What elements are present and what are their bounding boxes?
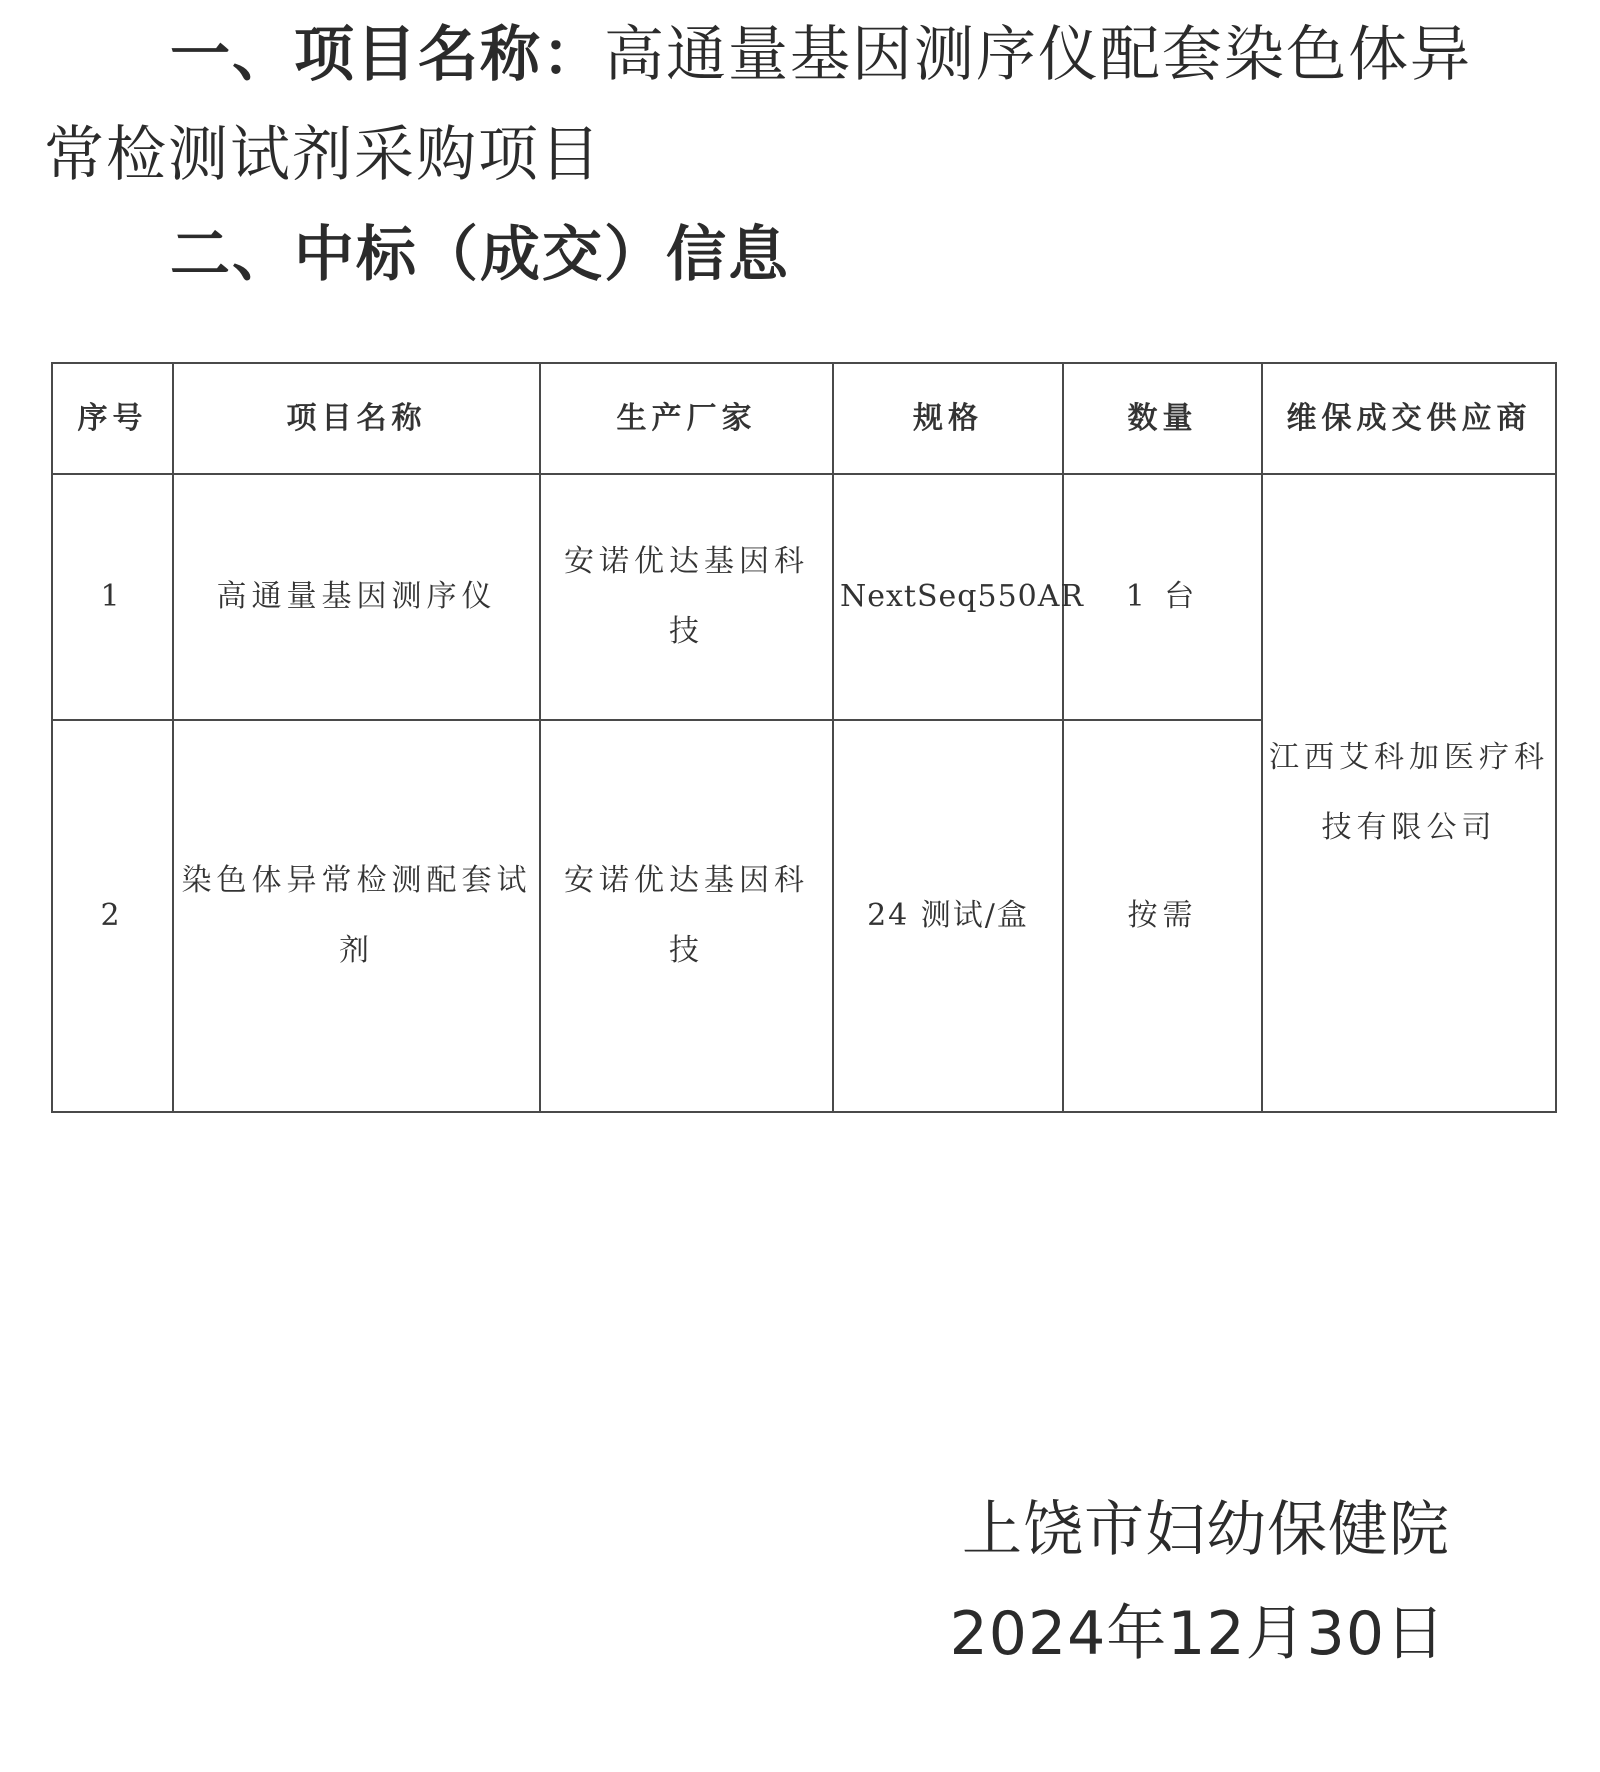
- table-row: [52, 474, 1556, 720]
- cell-quantity: 1 台: [1063, 474, 1262, 720]
- cell-serial-number: 2: [52, 720, 173, 1112]
- header-project-name: 项目名称: [173, 363, 540, 474]
- header-specification: 规格: [833, 363, 1063, 474]
- header-quantity: 数量: [1063, 363, 1262, 474]
- cell-project-name: 高通量基因测序仪: [173, 474, 540, 720]
- project-name-value-continued: 常检测试剂采购项目: [44, 120, 602, 190]
- project-name-label: 一、项目名称：: [170, 20, 604, 90]
- cell-specification: NextSeq550AR: [833, 474, 1063, 720]
- table-header-row: [52, 363, 1556, 474]
- header-manufacturer: 生产厂家: [540, 363, 833, 474]
- cell-quantity: 按需: [1063, 720, 1262, 1112]
- project-name-value: 高通量基因测序仪配套染色体异: [604, 20, 1472, 90]
- issuing-organization: 上饶市妇幼保健院: [962, 1495, 1450, 1565]
- cell-manufacturer: 安诺优达基因科技: [540, 720, 833, 1112]
- cell-supplier: 江西艾科加医疗科技有限公司: [1262, 474, 1556, 1112]
- cell-project-name: 染色体异常检测配套试剂: [173, 720, 540, 1112]
- cell-specification: 24 测试/盒: [833, 720, 1063, 1112]
- cell-serial-number: 1: [52, 474, 173, 720]
- award-info-heading: 二、中标（成交）信息: [170, 220, 790, 290]
- project-name-heading: [170, 5, 1472, 105]
- cell-manufacturer: 安诺优达基因科技: [540, 474, 833, 720]
- award-table: [51, 362, 1557, 1113]
- issue-date: 2024年12月30日: [949, 1599, 1446, 1669]
- header-serial-number: 序号: [52, 363, 173, 474]
- header-supplier: 维保成交供应商: [1262, 363, 1556, 474]
